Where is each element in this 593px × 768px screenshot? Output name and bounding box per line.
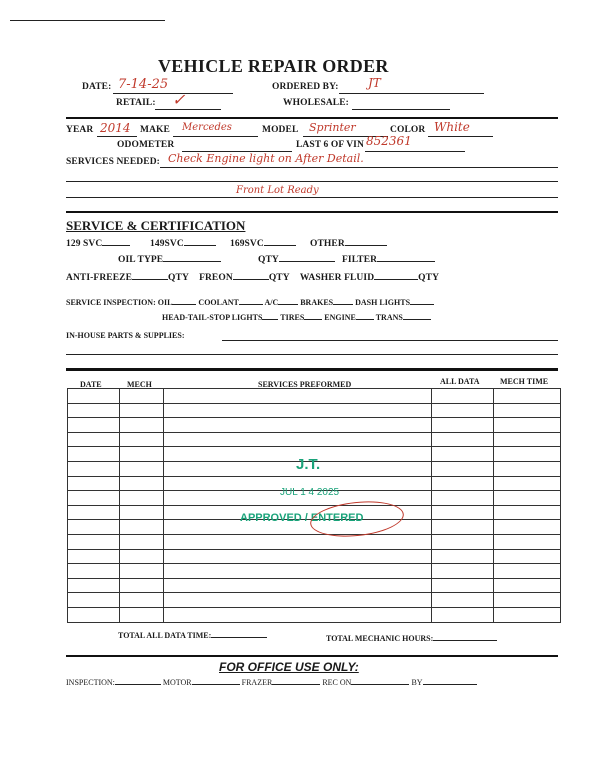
divider-1 (66, 117, 558, 119)
svc-169-label: 169SVC (230, 239, 264, 249)
table-cell (119, 491, 163, 506)
lights-label: HEAD-TAIL-STOP LIGHTS (162, 313, 263, 322)
inhouse-line-2 (66, 354, 558, 355)
table-row (68, 549, 561, 564)
table-cell (432, 607, 494, 622)
table-cell (494, 505, 561, 520)
washer-fluid-qty: QTY (418, 273, 440, 283)
inhouse-label: IN-HOUSE PARTS & SUPPLIES: (66, 331, 185, 340)
table-cell (163, 418, 431, 433)
office-row (66, 678, 477, 687)
model-label: MODEL (262, 125, 299, 135)
total-mechanic-hours-label: TOTAL MECHANIC HOURS: (326, 634, 434, 643)
model-value: Sprinter (309, 121, 356, 134)
table-cell (432, 447, 494, 462)
table-cell (163, 549, 431, 564)
vin-label: LAST 6 OF VIN (296, 140, 364, 150)
table-cell (163, 389, 431, 404)
table-cell (68, 520, 120, 535)
svc-149-label: 149SVC (150, 239, 184, 249)
table-cell (68, 418, 120, 433)
table-cell (494, 418, 561, 433)
table-cell (68, 403, 120, 418)
table-row (68, 534, 561, 549)
table-cell (432, 403, 494, 418)
table-row (68, 403, 561, 418)
top-rule (10, 20, 165, 21)
table-cell (119, 403, 163, 418)
office-frazer-label: FRAZER (241, 678, 273, 687)
table-cell (68, 432, 120, 447)
table-cell (119, 607, 163, 622)
table-cell (432, 476, 494, 491)
wholesale-line (352, 109, 450, 110)
table-row (68, 432, 561, 447)
inspection-row-2 (162, 313, 431, 322)
make-line (173, 136, 258, 137)
year-value: 2014 (100, 121, 131, 135)
oil-qty-label: QTY (258, 255, 279, 265)
color-value: White (434, 120, 470, 134)
table-cell (68, 461, 120, 476)
table-cell (68, 549, 120, 564)
washer-fluid-label: WASHER FLUID (299, 273, 375, 283)
tires-label: TIRES (280, 313, 305, 322)
total-all-data-label: TOTAL ALL DATA TIME: (118, 631, 212, 640)
table-cell (494, 476, 561, 491)
table-cell (432, 491, 494, 506)
col-date: DATE (80, 380, 102, 389)
table-cell (163, 564, 431, 579)
service-cert-heading: SERVICE & CERTIFICATION (66, 218, 246, 233)
table-cell (494, 593, 561, 608)
col-services: SERVICES PREFORMED (258, 380, 352, 389)
col-mech-time: MECH TIME (500, 377, 549, 386)
table-cell (432, 461, 494, 476)
date-label: DATE: (82, 82, 112, 92)
table-cell (494, 578, 561, 593)
coolant-label: COOLANT (198, 298, 239, 307)
brakes-label: BRAKES (300, 298, 334, 307)
svc-149 (150, 239, 216, 249)
divider-2 (66, 211, 558, 213)
year-line (97, 136, 137, 137)
color-line (428, 136, 493, 137)
table-cell (119, 564, 163, 579)
oil-type-label: OIL TYPE (118, 255, 164, 265)
table-cell (68, 593, 120, 608)
services-table (67, 388, 561, 623)
table-cell (432, 564, 494, 579)
table-cell (432, 593, 494, 608)
table-cell (163, 607, 431, 622)
divider-3 (66, 368, 558, 371)
table-cell (119, 549, 163, 564)
table-cell (163, 593, 431, 608)
filter-label: FILTER (342, 255, 378, 265)
table-cell (494, 549, 561, 564)
svc-129-label: 129 SVC (66, 239, 103, 249)
table-cell (432, 505, 494, 520)
table-cell (68, 607, 120, 622)
table-cell (119, 461, 163, 476)
table-row (68, 578, 561, 593)
office-by-label: BY (411, 678, 423, 687)
services-needed-text-1: Check Engine light on After Detail. (168, 152, 364, 165)
table-cell (68, 564, 120, 579)
table-cell (432, 520, 494, 535)
table-cell (163, 432, 431, 447)
freon-label: FREON (199, 273, 233, 283)
services-table-body (68, 389, 561, 623)
office-motor-label: MOTOR (162, 678, 192, 687)
services-needed-text-2: Front Lot Ready (236, 185, 319, 196)
table-cell (494, 520, 561, 535)
retail-line (155, 109, 221, 110)
table-cell (119, 578, 163, 593)
table-cell (432, 534, 494, 549)
other (310, 239, 387, 249)
retail-check: ✓ (172, 90, 186, 109)
table-cell (119, 534, 163, 549)
table-row (68, 564, 561, 579)
vin-line (365, 151, 465, 152)
total-all-data (118, 631, 267, 640)
divider-4 (66, 655, 558, 657)
table-cell (432, 549, 494, 564)
table-cell (68, 505, 120, 520)
table-cell (494, 491, 561, 506)
table-cell (432, 578, 494, 593)
trans-label: TRANS (375, 313, 403, 322)
table-cell (432, 418, 494, 433)
table-cell (119, 520, 163, 535)
table-cell (119, 389, 163, 404)
table-cell (119, 447, 163, 462)
office-inspection-label: INSPECTION: (66, 678, 115, 687)
inspection-oil-label: SERVICE INSPECTION: OIL (66, 298, 173, 307)
ordered-by-label: ORDERED BY: (272, 82, 339, 92)
table-row (68, 593, 561, 608)
antifreeze-qty: QTY (168, 273, 189, 283)
filter (342, 255, 435, 265)
col-mech: MECH (127, 380, 152, 389)
table-row (68, 389, 561, 404)
services-needed-line-3 (66, 197, 558, 198)
table-cell (432, 389, 494, 404)
services-needed-label: SERVICES NEEDED: (66, 157, 160, 167)
svc-129 (66, 239, 130, 249)
make-label: MAKE (140, 125, 170, 135)
table-cell (68, 491, 120, 506)
ac-label: A/C (264, 298, 279, 307)
oil-qty (258, 255, 335, 265)
antifreeze-label: ANTI-FREEZE (66, 273, 133, 283)
stamp-status: APPROVED / ENTERED (240, 512, 364, 524)
table-cell (494, 389, 561, 404)
vin-value: 852361 (366, 134, 412, 148)
table-cell (494, 447, 561, 462)
wholesale-label: WHOLESALE: (283, 98, 349, 108)
stamp-initials: J.T. (296, 456, 321, 473)
engine-label: ENGINE (324, 313, 356, 322)
office-heading: FOR OFFICE USE ONLY: (219, 660, 359, 674)
inspection-row-1 (66, 298, 434, 307)
stamp-date: JUL 1 4 2025 (280, 487, 340, 498)
table-cell (119, 593, 163, 608)
date-value: 7-14-25 (118, 77, 169, 92)
total-mechanic-hours (326, 634, 497, 643)
make-value: Mercedes (182, 122, 232, 133)
table-cell (163, 534, 431, 549)
odometer-label: ODOMETER (117, 140, 175, 150)
retail-label: RETAIL: (116, 98, 156, 108)
color-label: COLOR (390, 125, 426, 135)
table-cell (119, 476, 163, 491)
table-cell (494, 432, 561, 447)
col-all-data: ALL DATA (440, 377, 480, 386)
table-row (68, 418, 561, 433)
table-cell (494, 461, 561, 476)
other-label: OTHER (310, 239, 345, 249)
freon-qty: QTY (268, 273, 290, 283)
year-label: YEAR (66, 125, 94, 135)
ordered-by-value: JT (368, 76, 381, 90)
table-cell (432, 432, 494, 447)
table-cell (68, 447, 120, 462)
inhouse-line-1 (222, 340, 558, 341)
table-cell (68, 534, 120, 549)
table-cell (494, 534, 561, 549)
ordered-by-line (339, 93, 484, 94)
office-recon-label: REC ON (322, 678, 352, 687)
table-cell (68, 389, 120, 404)
services-needed-line-2 (66, 181, 558, 182)
table-cell (119, 432, 163, 447)
table-cell (119, 418, 163, 433)
services-needed-line-1 (160, 167, 558, 168)
table-cell (163, 578, 431, 593)
antifreeze-row (66, 273, 439, 283)
oil-type (118, 255, 221, 265)
table-cell (119, 505, 163, 520)
svc-169 (230, 239, 296, 249)
table-cell (494, 607, 561, 622)
table-cell (68, 578, 120, 593)
table-cell (494, 403, 561, 418)
table-cell (163, 403, 431, 418)
table-cell (494, 564, 561, 579)
table-cell (68, 476, 120, 491)
form-title: VEHICLE REPAIR ORDER (158, 56, 389, 76)
dash-lights-label: DASH LIGHTS (355, 298, 411, 307)
table-row (68, 607, 561, 622)
